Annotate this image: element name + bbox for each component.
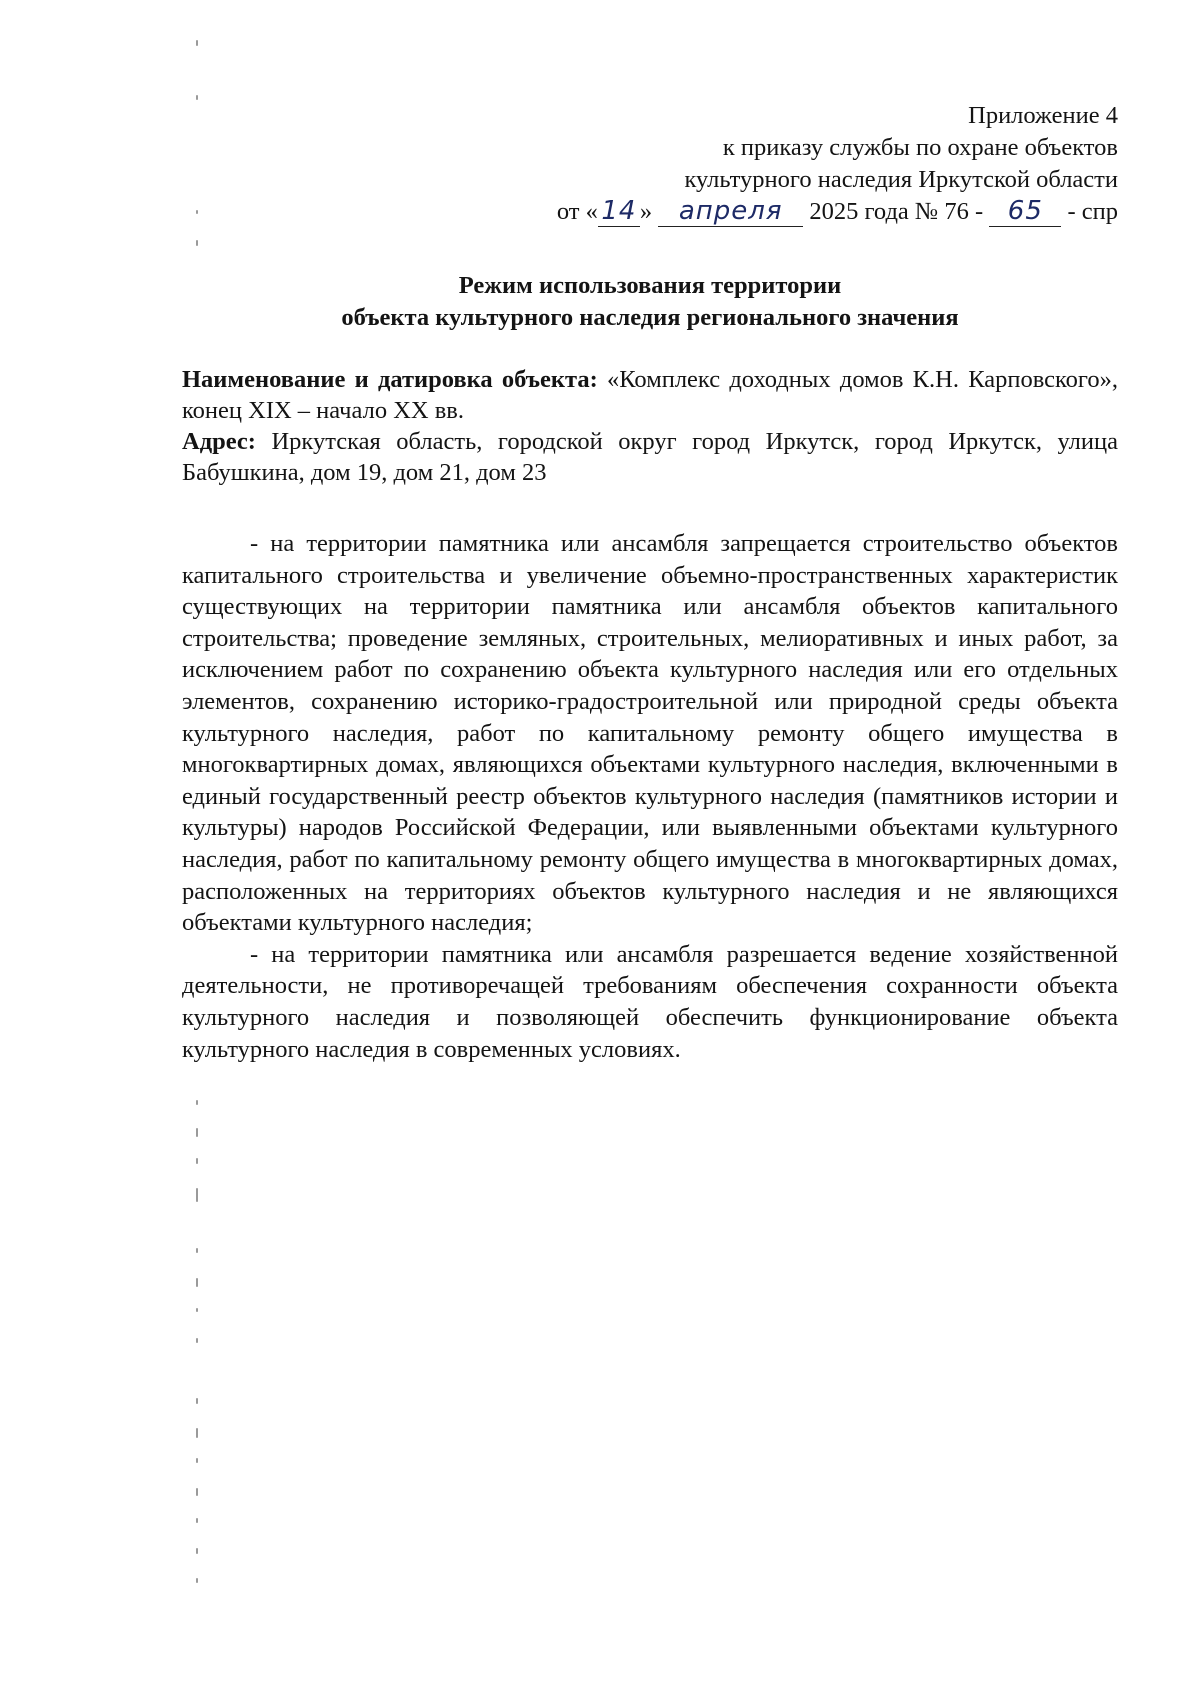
object-name-label: Наименование и датировка объекта: bbox=[182, 366, 598, 393]
date-year: 2025 года № 76 - bbox=[809, 198, 984, 225]
order-suffix: - спр bbox=[1067, 198, 1118, 225]
object-name-value: «Комплекс доходных домов К.Н. Карповского», конец XIX – начало XX вв. bbox=[182, 366, 1118, 424]
order-number-field bbox=[989, 197, 1061, 227]
date-month-field bbox=[658, 197, 803, 227]
appendix-date-line bbox=[557, 196, 1118, 228]
object-info bbox=[182, 364, 1118, 488]
object-address-value: Иркутская область, городской округ город Иркутск, город Иркутск, улица Бабушкина, дом 19, дом 21, дом 23 bbox=[182, 428, 1118, 486]
date-month: апреля bbox=[678, 196, 783, 226]
date-day: 14 bbox=[601, 196, 637, 226]
title-line-2: объекта культурного наследия регионального значения bbox=[341, 304, 959, 331]
date-day-field bbox=[598, 197, 640, 227]
appendix-authority: культурного наследия Иркутской области bbox=[684, 166, 1118, 193]
appendix-order-ref: к приказу службы по охране объектов bbox=[722, 134, 1118, 161]
date-prefix: от « bbox=[556, 198, 598, 225]
title-line-1: Режим использования территории bbox=[458, 272, 842, 299]
order-number: 65 bbox=[1007, 196, 1043, 226]
appendix-header bbox=[557, 100, 1118, 228]
rule-permissions: - на территории памятника или ансамбля разрешается ведение хозяйственной деятельности, не противоречащей требованиям обеспечения сохранности объекта культурного наследия и позволяющей обеспечить функционирование объекта культурного наследия в современных условиях. bbox=[182, 940, 1118, 1063]
appendix-number: Приложение 4 bbox=[968, 102, 1118, 129]
object-address-paragraph bbox=[182, 426, 1118, 488]
object-address-label: Адрес: bbox=[182, 428, 256, 455]
rule-prohibitions: - на территории памятника или ансамбля запрещается строительство объектов капитального строительства и увеличение объемно-пространственных характеристик существующих на территории памятника или ансамбля объектов капитального строительства; проведение земляных, строительных, мелиоративных и иных работ, за исключением работ по сохранению объекта культурного наследия или его отдельных элементов, сохранению историко-градостроительной или природной среды объекта культурного наследия, работ по капитальному ремонту общего имущества в многоквартирных домах, являющихся объектами культурного наследия, включенными в единый государственный реестр объектов культурного наследия (памятников истории и культуры) народов Российской Федерации, или выявленными объектами культурного наследия, работ по капитальному ремонту общего имущества в многоквартирных домах, расположенных на территориях объектов культурного наследия и не являющихся объектами культурного наследия; bbox=[182, 530, 1118, 937]
date-mid: » bbox=[639, 198, 653, 225]
usage-rules bbox=[182, 528, 1118, 1065]
document-title bbox=[182, 270, 1118, 334]
object-name-paragraph bbox=[182, 364, 1118, 426]
